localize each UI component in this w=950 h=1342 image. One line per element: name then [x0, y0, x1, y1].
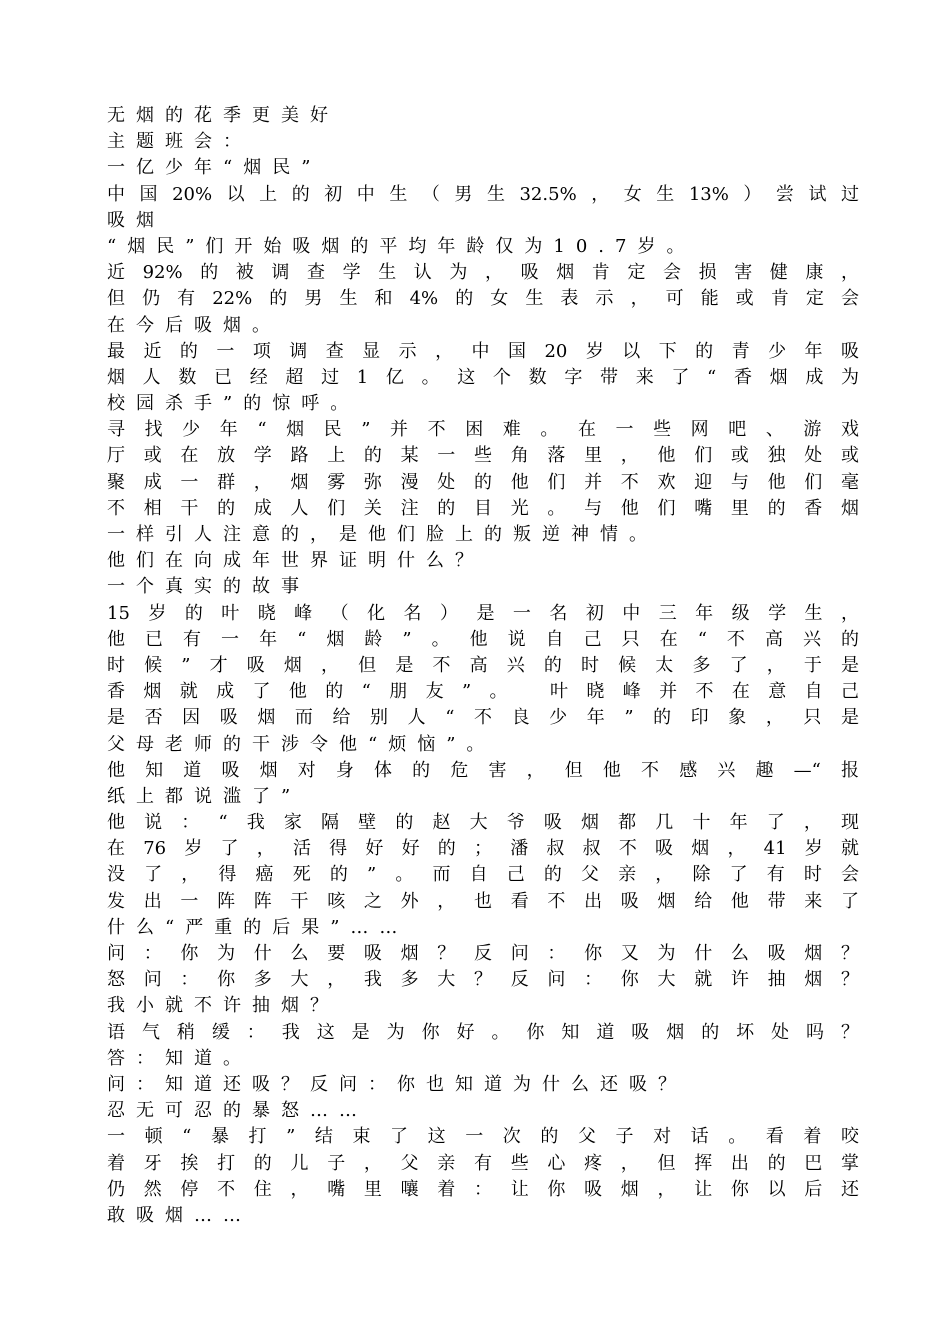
text-line: 寻找少年“烟民”并不困难。在一些网吧、游戏: [107, 419, 859, 441]
text-line: 近92%的被调查学生认为，吸烟肯定会损害健康，: [107, 262, 859, 284]
text-line: 15岁的叶晓峰（化名）是一名初中三年级学生，: [107, 602, 859, 624]
text-line: 校园杀手”的惊呼。: [107, 393, 360, 415]
text-line: 在今后吸烟。: [107, 314, 281, 336]
text-line: 聚成一群，烟雾弥漫处的他们并不欢迎与他们毫: [107, 471, 859, 493]
text-line: 吸烟: [107, 209, 165, 231]
text-line: 一个真实的故事: [107, 576, 310, 598]
text-line: 问：你为什么要吸烟？反问：你又为什么吸烟？: [107, 943, 859, 964]
text-line: 忍无可忍的暴怒……: [107, 1100, 368, 1122]
text-line: 一样引人注意的，是他们脸上的叛逆神情。: [107, 524, 658, 545]
text-line: 问：知道还吸？反问：你也知道为什么还吸？: [107, 1073, 687, 1095]
paragraph-lines: [107, 155, 859, 1229]
text-line: 但仍有22%的男生和4%的女生表示，可能或肯定会: [107, 288, 859, 310]
text-line: “烟民”们开始吸烟的平均年龄仅为10.7岁。: [107, 235, 696, 257]
text-line: 烟人数已经超过1亿。这个数字带来了“香烟成为: [107, 366, 859, 388]
text-line: 什么“严重的后果”……: [107, 916, 409, 938]
text-line: 时候”才吸烟，但是不高兴的时候太多了，于是: [107, 654, 859, 676]
text-line: 不相干的成人们关注的目光。与他们嘴里的香烟: [107, 497, 859, 519]
text-line: 厅或在放学路上的某一些角落里，他们或独处或: [107, 445, 859, 467]
text-line: 语气稍缓：我这是为你好。你知道吸烟的坏处吗？: [107, 1021, 859, 1043]
text-line: 父母老师的干涉令他“烦恼”。: [107, 733, 496, 755]
document-subtitle: 主题班会：: [107, 131, 252, 153]
text-line: 一亿少年“烟民”: [107, 157, 322, 179]
text-line: 香烟就成了他的“朋友”。 叶晓峰并不在意自己: [107, 681, 859, 703]
text-line: 着牙挨打的儿子，父亲有些心疼，但挥出的巴掌: [107, 1152, 859, 1174]
document-body: [107, 103, 859, 1229]
text-line: 是否因吸烟而给别人“不良少年”的印象，只是: [107, 707, 859, 729]
text-line: 他说：“我家隔壁的赵大爷吸烟都几十年了，现: [107, 812, 859, 834]
text-line: 发出一阵阵干咳之外，也看不出吸烟给他带来了: [107, 890, 859, 912]
text-line: 在76岁了，活得好好的；潘叔叔不吸烟，41岁就: [107, 838, 859, 860]
text-line: 我小就不许抽烟？: [107, 995, 339, 1017]
text-line: 敢吸烟……: [107, 1204, 252, 1226]
text-line: 他已有一年“烟龄”。他说自己只在“不高兴的: [107, 628, 859, 650]
text-line: 怒问：你多大，我多大？反问：你大就许抽烟？: [107, 969, 859, 991]
text-line: 一顿“暴打”结束了这一次的父子对话。看着咬: [107, 1126, 859, 1148]
text-line: 他们在向成年世界证明什么？: [107, 550, 484, 572]
text-line: 纸上都说滥了”: [107, 785, 302, 807]
document-title: 无烟的花季更美好: [107, 105, 339, 126]
text-line: 他知道吸烟对身体的危害，但他不感兴趣—“报: [107, 759, 859, 781]
text-line: 仍然停不住，嘴里嚷着：让你吸烟，让你以后还: [107, 1178, 859, 1200]
text-line: 答：知道。: [107, 1047, 252, 1069]
text-line: 没了，得癌死的”。而自己的父亲，除了有时会: [107, 864, 859, 886]
text-line: 最近的一项调查显示，中国20岁以下的青少年吸: [107, 340, 859, 362]
text-line: 中国20%以上的初中生（男生32.5%，女生13%）尝试过: [107, 183, 859, 205]
